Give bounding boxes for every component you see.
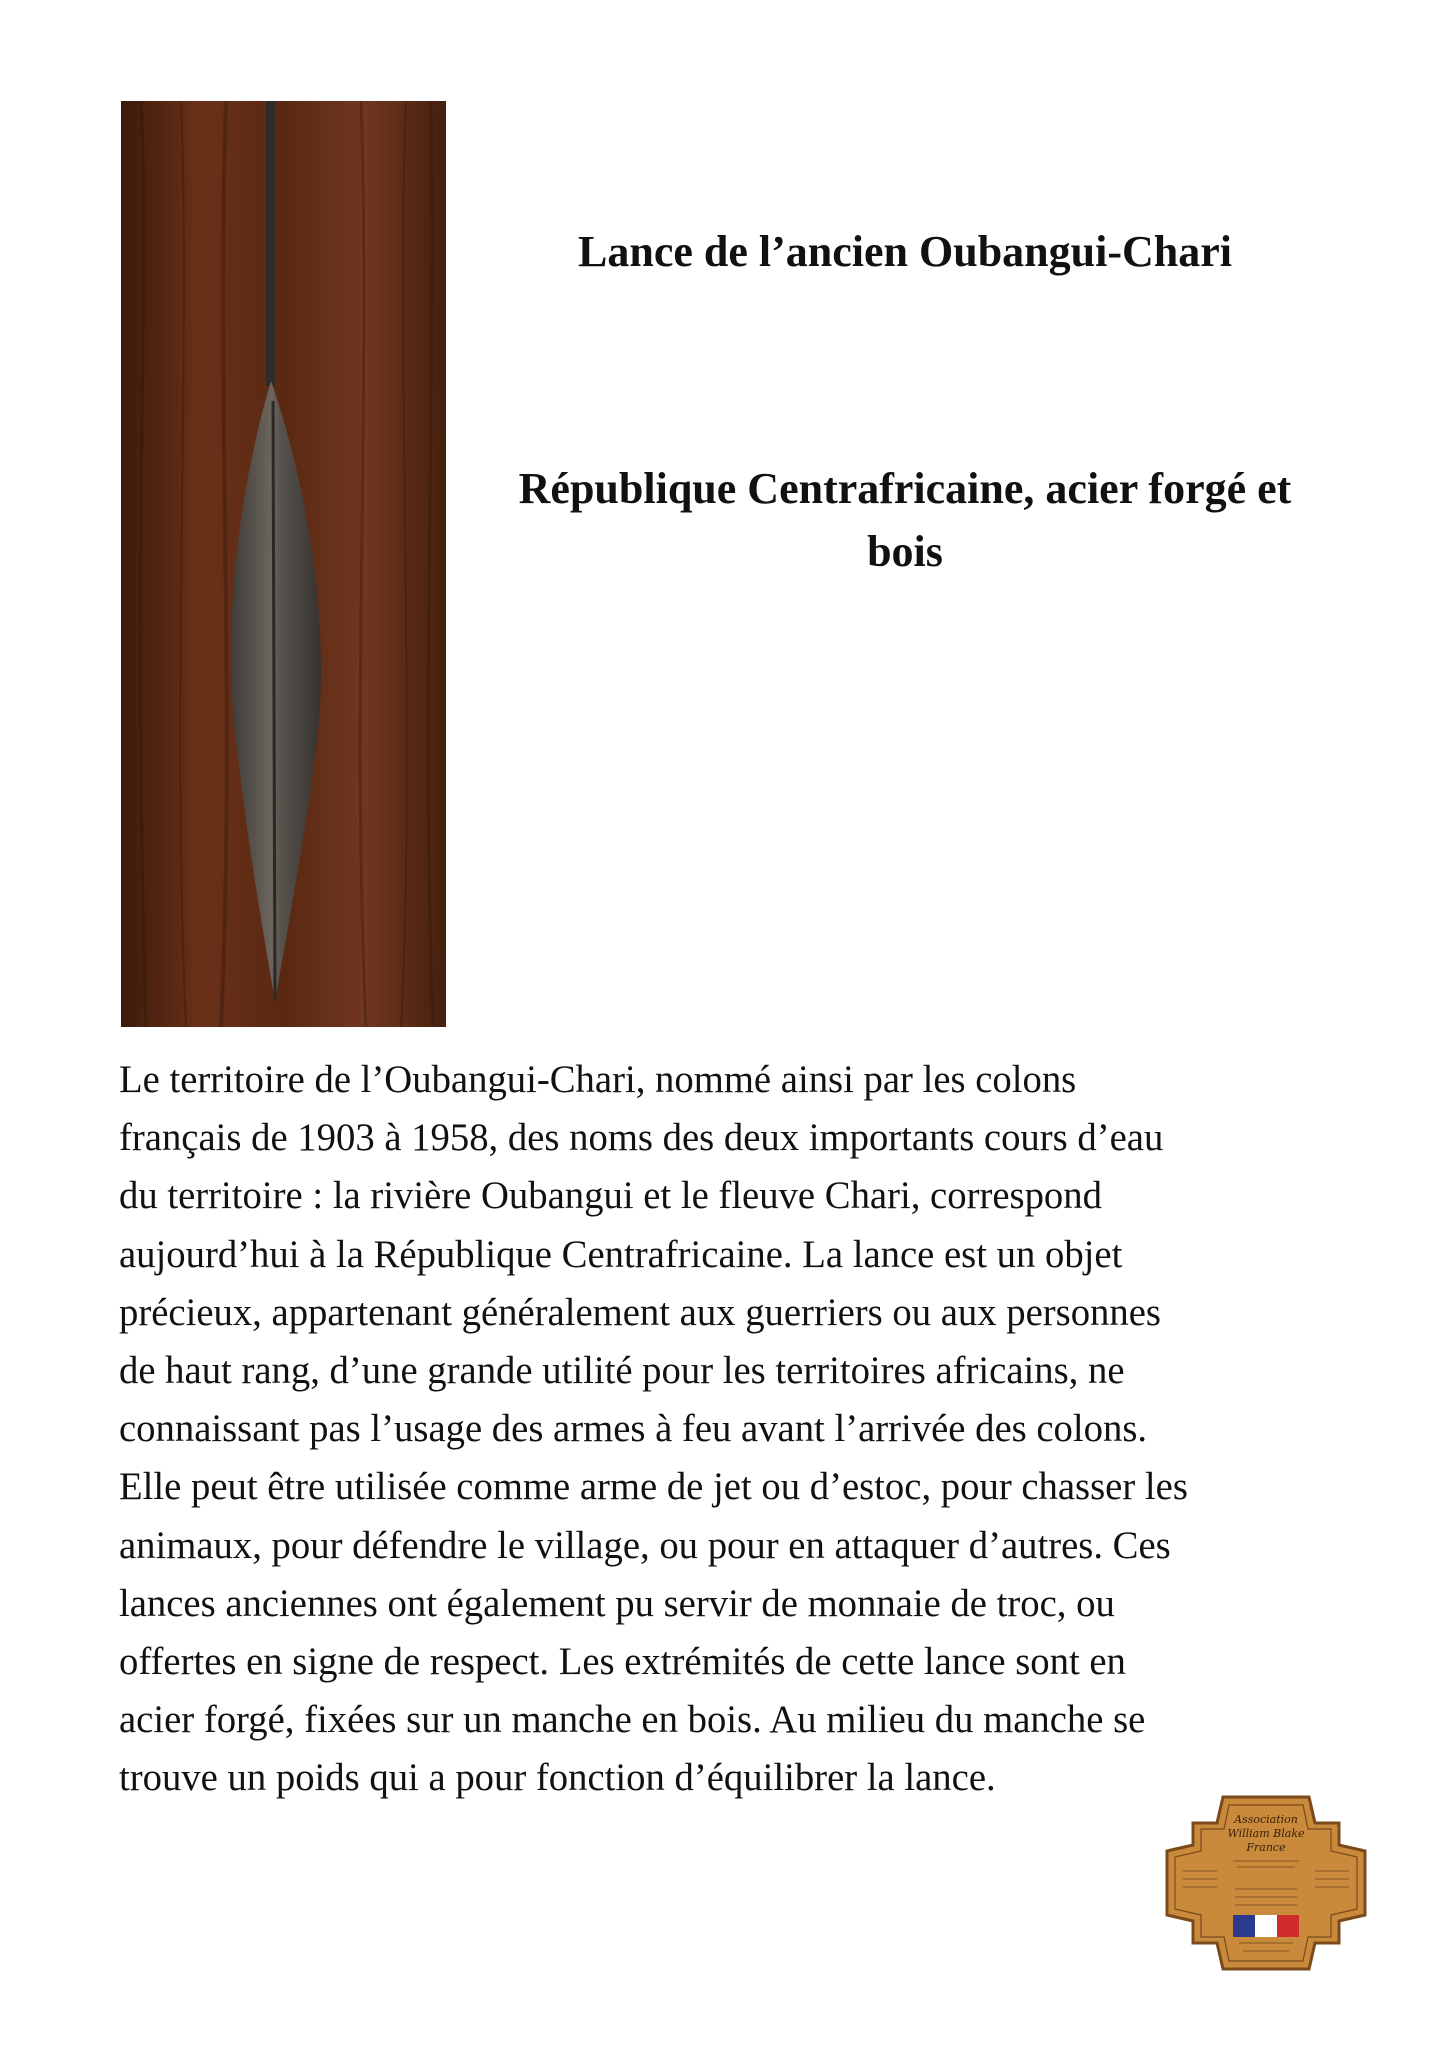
paragraph-line: français de 1903 à 1958, des noms des deux importants cours d’eau: [119, 1117, 1164, 1160]
paragraph-line: précieux, appartenant généralement aux guerriers ou aux personnes: [119, 1291, 1161, 1334]
association-seal: [1163, 1793, 1369, 1973]
description-paragraph: [119, 1051, 1359, 1808]
spear-photo: [121, 101, 446, 1027]
paragraph-line: de haut rang, d’une grande utilité pour les territoires africains, ne: [119, 1350, 1125, 1393]
paragraph-line: acier forgé, fixées sur un manche en bois. Au milieu du manche se: [119, 1699, 1146, 1742]
paragraph-line: lances anciennes ont également pu servir de monnaie de troc, ou: [119, 1582, 1115, 1625]
association-seal-logo-icon: [1163, 1793, 1369, 1973]
seal-text: Association: [1234, 1813, 1298, 1826]
subtitle-line: République Centrafricaine, acier forgé et: [518, 464, 1292, 513]
paragraph-line: connaissant pas l’usage des armes à feu avant l’arrivée des colons.: [119, 1408, 1148, 1451]
paragraph-line: aujourd’hui à la République Centrafricaine. La lance est un objet: [119, 1233, 1123, 1276]
paragraph-line: Le territoire de l’Oubangui-Chari, nommé ainsi par les colons: [119, 1059, 1077, 1101]
page-title: Lance de l’ancien Oubangui-Chari: [578, 227, 1232, 276]
paragraph-line: Elle peut être utilisée comme arme de jet ou d’estoc, pour chasser les: [119, 1466, 1188, 1509]
paragraph-line: trouve un poids qui a pour fonction d’équilibrer la lance.: [119, 1757, 996, 1800]
seal-text: France: [1246, 1841, 1286, 1854]
paragraph-line: animaux, pour défendre le village, ou pour en attaquer d’autres. Ces: [119, 1524, 1171, 1567]
page-subtitle: [460, 457, 1350, 583]
seal-text: William Blake: [1227, 1827, 1305, 1840]
paragraph-line: du territoire : la rivière Oubangui et le fleuve Chari, correspond: [119, 1175, 1102, 1218]
spear-head-photo-icon: [121, 101, 446, 1027]
subtitle-line: bois: [867, 527, 943, 576]
paragraph-line: offertes en signe de respect. Les extrémités de cette lance sont en: [119, 1641, 1126, 1684]
